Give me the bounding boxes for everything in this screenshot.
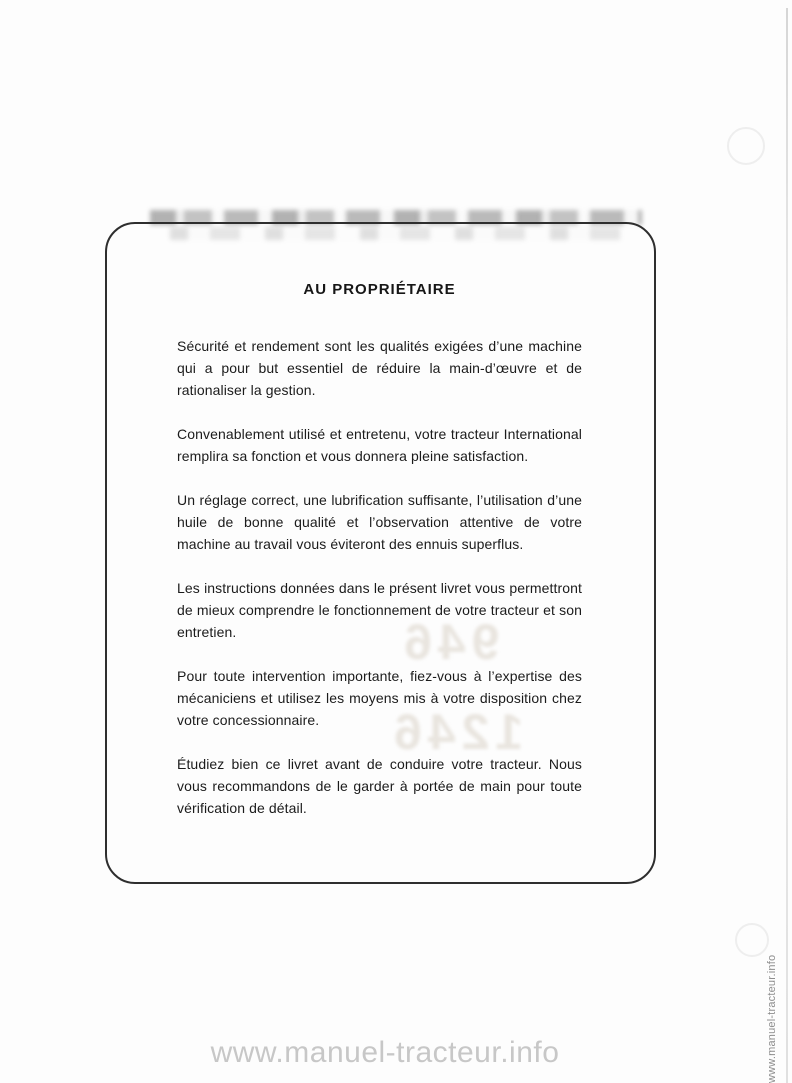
bleed-through-number: 1246 [388,704,524,760]
paragraph-maintenance: Un réglage correct, une lubrification suffisante, l’utilisation d’une huile de bonne qualité et l’observation attentive de votre machine au travail vous éviteront des ennuis superflus. [177,492,582,552]
punch-hole-shadow [727,127,765,165]
watermark-bottom: www.manuel-tracteur.info [210,1036,560,1069]
punch-hole-shadow [735,923,769,957]
paragraph-security: Sécurité et rendement sont les qualités exigées d’une machine qui a pour but essentiel de réduire la main-d’œuvre et de rationaliser la gestion. [177,338,582,398]
page-edge-line [786,8,788,1083]
owner-notice-box [105,222,656,884]
paragraph-instructions: Les instructions données dans le présent livret vous permettront de mieux comprendre le fonctionnement de votre tracteur et son entretien. [177,580,582,640]
watermark-side: www.manuel-tracteur.info [766,954,778,1083]
paragraph-study: Étudiez bien ce livret avant de conduire votre tracteur. Nous vous recommandons de le garder à portée de main pour toute vérification de détail. [177,756,582,816]
paragraph-dealer: Pour toute intervention importante, fiez-vous à l’expertise des mécaniciens et utilisez les moyens mis à votre disposition chez votre concessionnaire. [177,668,582,728]
paragraph-usage: Convenablement utilisé et entretenu, votre tracteur International remplira sa fonction et vous donnera pleine satisfaction. [177,426,582,464]
bleed-through-number: 946 [398,614,500,670]
page-title: AU PROPRIÉTAIRE [303,281,456,298]
